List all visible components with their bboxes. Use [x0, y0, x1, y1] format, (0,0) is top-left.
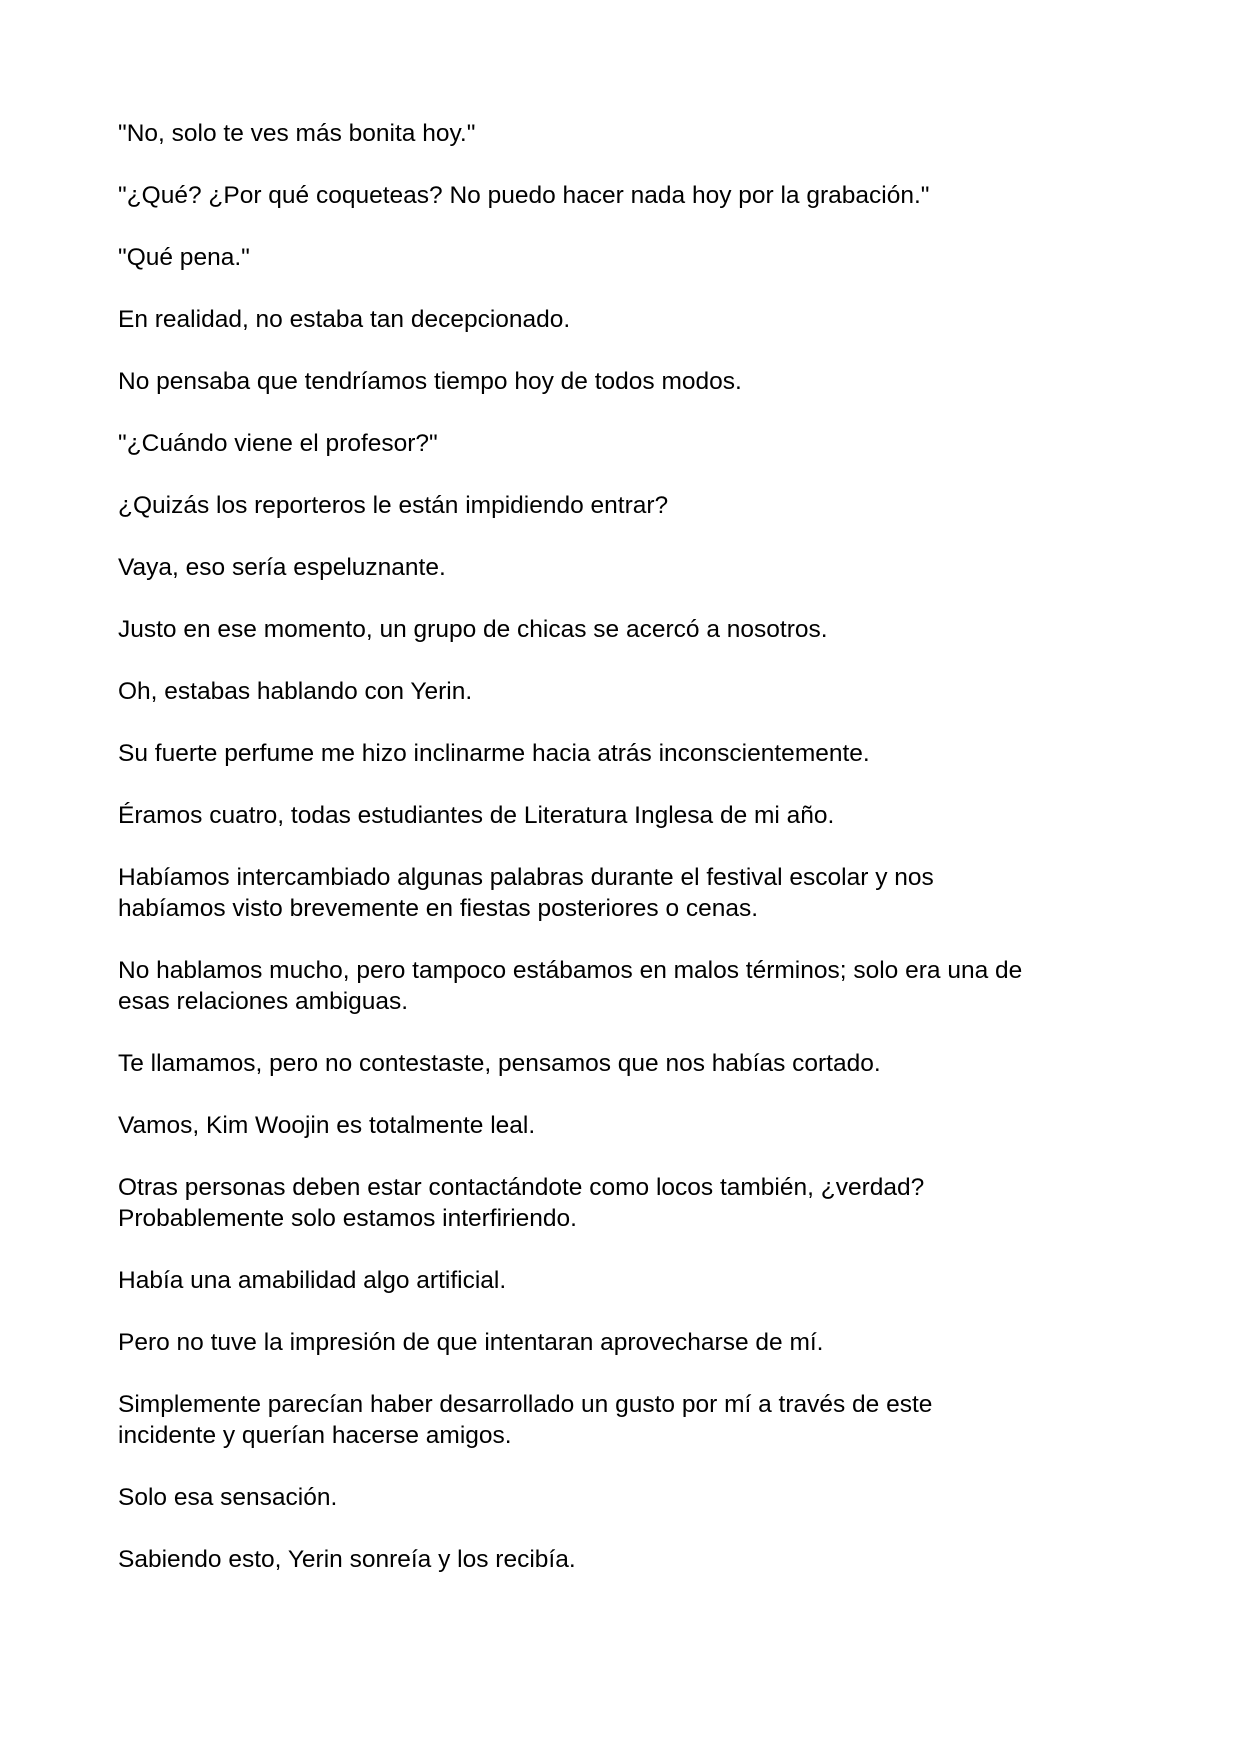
paragraph-2: "¿Qué? ¿Por qué coqueteas? No puedo hacer nada hoy por la grabación."	[118, 182, 930, 209]
paragraph-16: Vamos, Kim Woojin es totalmente leal.	[118, 1112, 536, 1139]
paragraph-21: Solo esa sensación.	[118, 1484, 338, 1511]
paragraph-6: "¿Cuándo viene el profesor?"	[118, 430, 438, 457]
paragraph-18: Había una amabilidad algo artificial.	[118, 1267, 507, 1294]
paragraph-15: Te llamamos, pero no contestaste, pensamos que nos habías cortado.	[118, 1050, 881, 1077]
paragraph-12: Éramos cuatro, todas estudiantes de Literatura Inglesa de mi año.	[118, 802, 835, 829]
document-body	[118, 118, 1128, 1606]
paragraph-1: "No, solo te ves más bonita hoy."	[118, 120, 476, 147]
paragraph-19: Pero no tuve la impresión de que intentaran aprovecharse de mí.	[118, 1329, 824, 1356]
paragraph-20: Simplemente parecían haber desarrollado un gusto por mí a través de este incidente y querían hacerse amigos.	[118, 1391, 933, 1449]
paragraph-9: Justo en ese momento, un grupo de chicas se acercó a nosotros.	[118, 616, 828, 643]
paragraph-11: Su fuerte perfume me hizo inclinarme hacia atrás inconscientemente.	[118, 740, 870, 767]
paragraph-17: Otras personas deben estar contactándote como locos también, ¿verdad? Probablemente solo estamos interfiriendo.	[118, 1174, 925, 1232]
paragraph-5: No pensaba que tendríamos tiempo hoy de todos modos.	[118, 368, 742, 395]
paragraph-7: ¿Quizás los reporteros le están impidiendo entrar?	[118, 492, 669, 519]
paragraph-22: Sabiendo esto, Yerin sonreía y los recibía.	[118, 1546, 576, 1573]
paragraph-8: Vaya, eso sería espeluznante.	[118, 554, 446, 581]
paragraph-13: Habíamos intercambiado algunas palabras durante el festival escolar y nos habíamos visto brevemente en fiestas posteriores o cenas.	[118, 864, 934, 922]
paragraph-4: En realidad, no estaba tan decepcionado.	[118, 306, 571, 333]
paragraph-10: Oh, estabas hablando con Yerin.	[118, 678, 473, 705]
paragraph-14: No hablamos mucho, pero tampoco estábamos en malos términos; solo era una de esas relaciones ambiguas.	[118, 957, 1023, 1015]
paragraph-3: "Qué pena."	[118, 244, 250, 271]
